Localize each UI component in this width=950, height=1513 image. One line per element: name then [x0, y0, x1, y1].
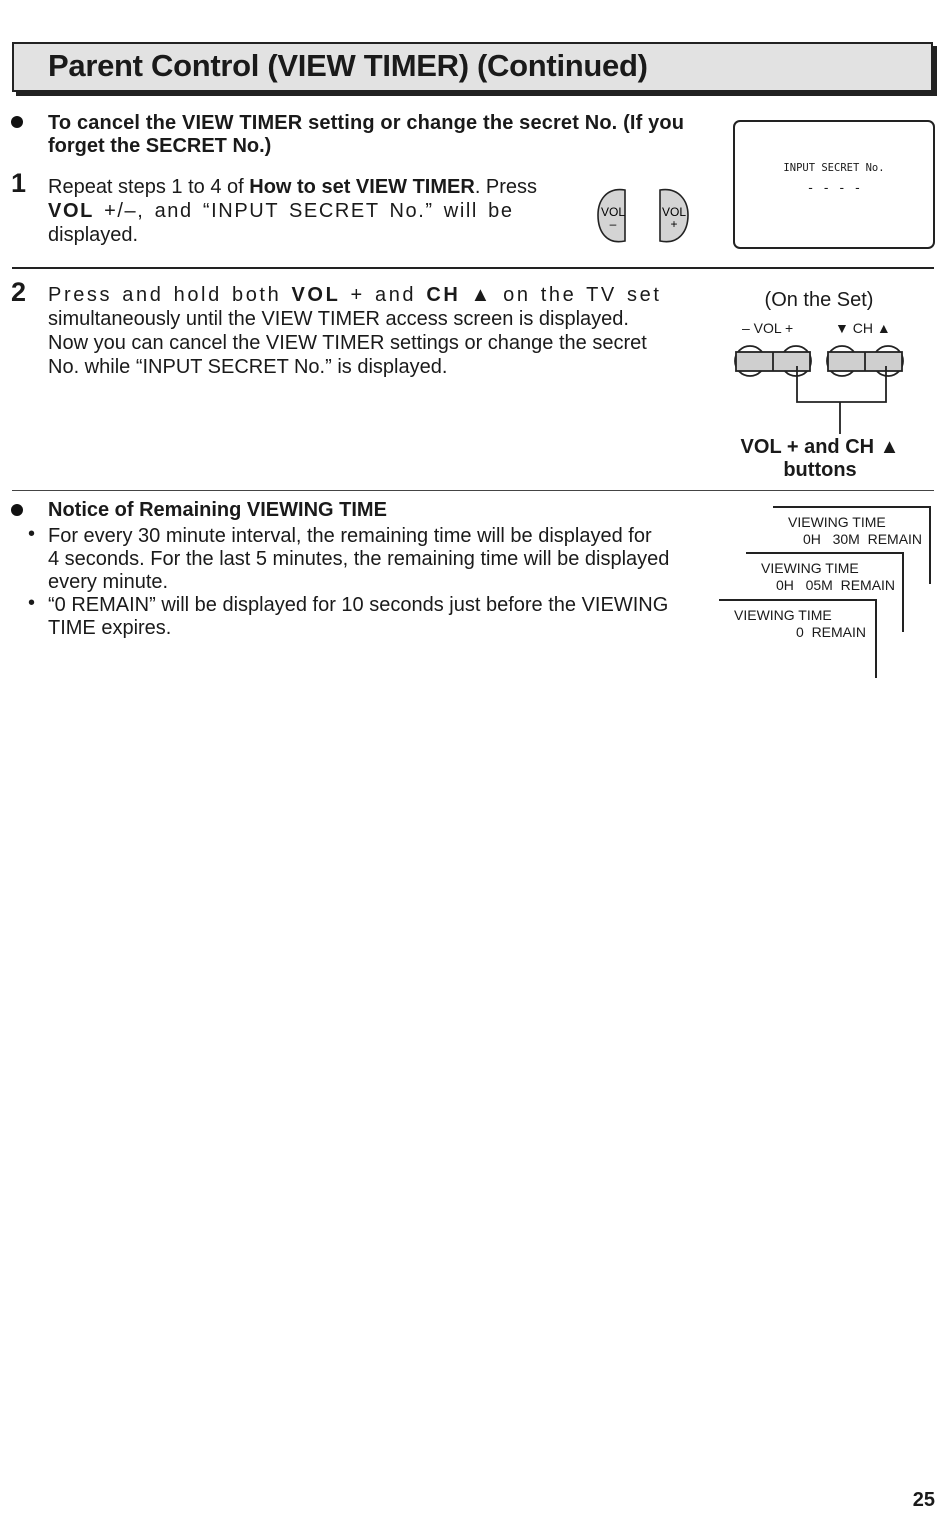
- ch-button-pair: [827, 346, 903, 376]
- step1-line3: displayed.: [48, 224, 139, 246]
- viewing-time-label: VIEWING TIME: [788, 514, 886, 530]
- svg-text:VOL: VOL: [600, 205, 626, 219]
- diagram-footer-line1: VOL + and CH ▲: [740, 436, 900, 458]
- svg-text:VOL: VOL: [661, 205, 687, 219]
- page-number: 25: [912, 1489, 935, 1511]
- cancel-heading-line1: To cancel the VIEW TIMER setting or change the secret No. (If you: [48, 112, 685, 134]
- notice-bullet1-line3: every minute.: [48, 571, 169, 593]
- tv-screen-display: [733, 120, 935, 249]
- svg-text:+: +: [670, 217, 678, 231]
- notice-bullet2-line1: “0 REMAIN” will be displayed for 10 seconds just before the VIEWING: [48, 594, 669, 616]
- remote-vol-buttons-illustration: [590, 183, 700, 249]
- notice-bullet2-line2: TIME expires.: [48, 617, 172, 639]
- secret-prompt: INPUT SECRET No.: [783, 162, 885, 174]
- viewing-time-label: VIEWING TIME: [761, 560, 859, 576]
- bullet-dot: [11, 504, 23, 516]
- remaining-time: 0 REMAIN: [796, 624, 867, 640]
- vol-plus-button: [660, 190, 688, 242]
- viewing-time-screen-3: [734, 607, 866, 641]
- bullet-dot: [11, 116, 23, 128]
- viewing-time-screen-1: [788, 514, 922, 548]
- step2-line3: Now you can cancel the VIEW TIMER settings or change the secret: [48, 332, 647, 354]
- remaining-time: 0H 30M REMAIN: [803, 531, 923, 547]
- page-title: Parent Control (VIEW TIMER) (Continued): [48, 48, 648, 83]
- notice-bullet1-line2: 4 seconds. For the last 5 minutes, the remaining time will be displayed: [48, 548, 670, 570]
- set-buttons-illustration: [728, 340, 914, 436]
- viewing-time-screen-2: [761, 560, 895, 594]
- secret-placeholder: - - - -: [806, 181, 862, 196]
- ch-label: ▼ CH ▲: [835, 320, 891, 336]
- svg-text:–: –: [609, 217, 617, 231]
- diagram-footer-line2: buttons: [783, 459, 857, 481]
- step2-line1: Press and hold both VOL + and CH ▲ on the TV set: [48, 284, 662, 306]
- cancel-heading-line2: forget the SECRET No.): [48, 135, 272, 157]
- vol-minus-button: [598, 190, 625, 242]
- viewing-time-label: VIEWING TIME: [734, 607, 832, 623]
- list-bullet: •: [28, 523, 36, 545]
- step-number: 1: [11, 168, 27, 198]
- vol-button-pair: [735, 346, 811, 376]
- notice-bullet1-line1: For every 30 minute interval, the remaining time will be displayed for: [48, 525, 652, 547]
- title-banner: [12, 42, 933, 92]
- step1-line1: Repeat steps 1 to 4 of How to set VIEW TIMER. Press: [48, 176, 538, 198]
- divider: [12, 267, 934, 269]
- remaining-time: 0H 05M REMAIN: [776, 577, 896, 593]
- divider: [12, 490, 934, 491]
- step2-line2: simultaneously until the VIEW TIMER access screen is displayed.: [48, 308, 629, 330]
- on-the-set-caption: (On the Set): [764, 289, 874, 311]
- list-bullet: •: [28, 592, 36, 614]
- vol-label: – VOL +: [742, 320, 794, 336]
- notice-heading: Notice of Remaining VIEWING TIME: [48, 499, 387, 521]
- step2-line4: No. while “INPUT SECRET No.” is displayed.: [48, 356, 448, 378]
- step-number: 2: [11, 277, 27, 307]
- step1-line2: VOL +/–, and “INPUT SECRET No.” will be: [48, 200, 514, 222]
